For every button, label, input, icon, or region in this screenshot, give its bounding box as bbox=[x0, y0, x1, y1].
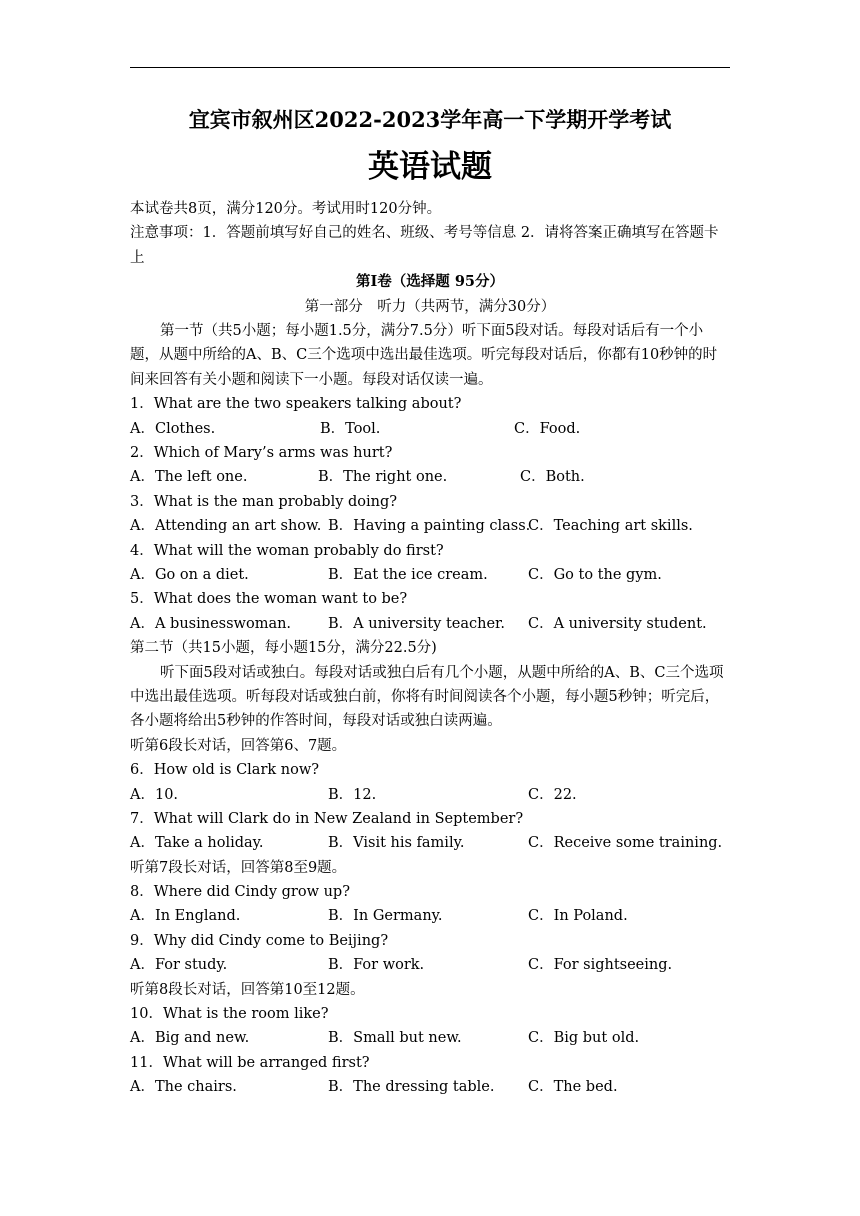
option-c: C．Both. bbox=[520, 469, 585, 486]
notice-paragraph: 注意事项：1．答题前填写好自己的姓名、班级、考号等信息 2．请将答案正确填写在答题卡上 bbox=[130, 225, 719, 266]
group-heading: 听第8段长对话，回答第10至12题。 bbox=[130, 981, 365, 998]
question-text: 4．What will the woman probably do first? bbox=[130, 542, 444, 559]
option-c: C．A university student. bbox=[528, 615, 707, 632]
question-text: 8．Where did Cindy grow up? bbox=[130, 884, 350, 901]
option-c: C．Receive some training. bbox=[528, 835, 723, 852]
options-row bbox=[130, 1026, 730, 1050]
exam-subtitle: 英语试题 bbox=[368, 149, 492, 185]
question-text: 7．What will Clark do in New Zealand in September? bbox=[130, 810, 524, 827]
option-b: B．In Germany. bbox=[328, 908, 443, 925]
option-a: A．Clothes. bbox=[130, 420, 216, 437]
question-text: 1．What are the two speakers talking about? bbox=[130, 396, 462, 413]
option-a: A．10. bbox=[130, 786, 179, 803]
exam-body bbox=[130, 197, 730, 1100]
option-c: C．The bed. bbox=[528, 1079, 618, 1096]
option-c: C．22. bbox=[528, 786, 577, 803]
option-a: A．The left one. bbox=[130, 469, 248, 486]
option-b: B．Tool. bbox=[320, 420, 381, 437]
option-c: C．Food. bbox=[514, 420, 581, 437]
option-b: B．Visit his family. bbox=[328, 835, 465, 852]
option-a: A．In England. bbox=[130, 908, 241, 925]
option-b: B．For work. bbox=[328, 957, 425, 974]
question-text: 2．Which of Mary’s arms was hurt? bbox=[130, 444, 393, 461]
options-row bbox=[130, 783, 730, 807]
group-heading: 听第6段长对话，回答第6、7题。 bbox=[130, 737, 347, 754]
options-row bbox=[130, 417, 730, 441]
header-rule bbox=[130, 67, 730, 68]
option-c: C．Go to the gym. bbox=[528, 566, 662, 583]
group-heading: 听第7段长对话，回答第8至9题。 bbox=[130, 859, 347, 876]
option-a: A．Take a holiday. bbox=[130, 835, 264, 852]
option-b: B．Having a painting class. bbox=[328, 518, 531, 535]
section2-title: 第二节（共15小题，每小题15分，满分22.5分) bbox=[130, 640, 437, 657]
option-c: C．Teaching art skills. bbox=[528, 518, 693, 535]
section2-intro: 听下面5段对话或独白。每段对话或独白后有几个小题，从题中所给的A、B、C三个选项中选出最佳选项。听每段对话或独白前，你将有时间阅读各个小题，每小题5秒钟；听完后，各小题将给出5秒钟的作答时间，每段对话或独白读两遍。 bbox=[130, 664, 724, 730]
options-row bbox=[130, 831, 730, 855]
option-a: A．The chairs. bbox=[130, 1079, 237, 1096]
option-b: B．Small but new. bbox=[328, 1030, 462, 1047]
question-text: 9．Why did Cindy come to Beijing? bbox=[130, 932, 389, 949]
option-b: B．12. bbox=[328, 786, 377, 803]
section1-intro: 第一节（共5小题；每小题1.5分，满分7.5分）听下面5段对话。每段对话后有一个小题，从题中所给的A、B、C三个选项中选出最佳选项。听完每段对话后，你都有10秒钟的时间来回答有关小题和阅读下一小题。每段对话仅读一遍。 bbox=[130, 322, 718, 388]
options-row bbox=[130, 1075, 730, 1099]
options-row bbox=[130, 514, 730, 538]
question-text: 5．What does the woman want to be? bbox=[130, 591, 408, 608]
option-a: A．Big and new. bbox=[130, 1030, 250, 1047]
question-text: 6．How old is Clark now? bbox=[130, 762, 320, 779]
question-text: 10．What is the room like? bbox=[130, 1006, 329, 1023]
options-row bbox=[130, 563, 730, 587]
option-b: B．The right one. bbox=[318, 469, 448, 486]
option-a: A．For study. bbox=[130, 957, 228, 974]
options-row bbox=[130, 465, 730, 489]
option-b: B．The dressing table. bbox=[328, 1079, 495, 1096]
part-title: 第一部分 听力（共两节，满分30分） bbox=[304, 298, 556, 315]
exam-title: 宜宾市叙州区2022-2023学年高一下学期开学考试 bbox=[188, 107, 672, 132]
option-b: B．A university teacher. bbox=[328, 615, 506, 632]
option-b: B．Eat the ice cream. bbox=[328, 566, 488, 583]
option-c: C．Big but old. bbox=[528, 1030, 640, 1047]
volume-title: 第I卷（选择题 95分） bbox=[355, 273, 504, 291]
option-c: C．In Poland. bbox=[528, 908, 628, 925]
option-a: A．Attending an art show. bbox=[130, 518, 322, 535]
option-c: C．For sightseeing. bbox=[528, 957, 673, 974]
question-text: 11．What will be arranged first? bbox=[130, 1054, 370, 1071]
intro-line: 本试卷共8页，满分120分。考试用时120分钟。 bbox=[130, 201, 442, 217]
question-text: 3．What is the man probably doing? bbox=[130, 493, 398, 510]
option-a: A．Go on a diet. bbox=[130, 566, 249, 583]
options-row bbox=[130, 904, 730, 928]
options-row bbox=[130, 612, 730, 636]
option-a: A．A businesswoman. bbox=[130, 615, 292, 632]
options-row bbox=[130, 953, 730, 977]
